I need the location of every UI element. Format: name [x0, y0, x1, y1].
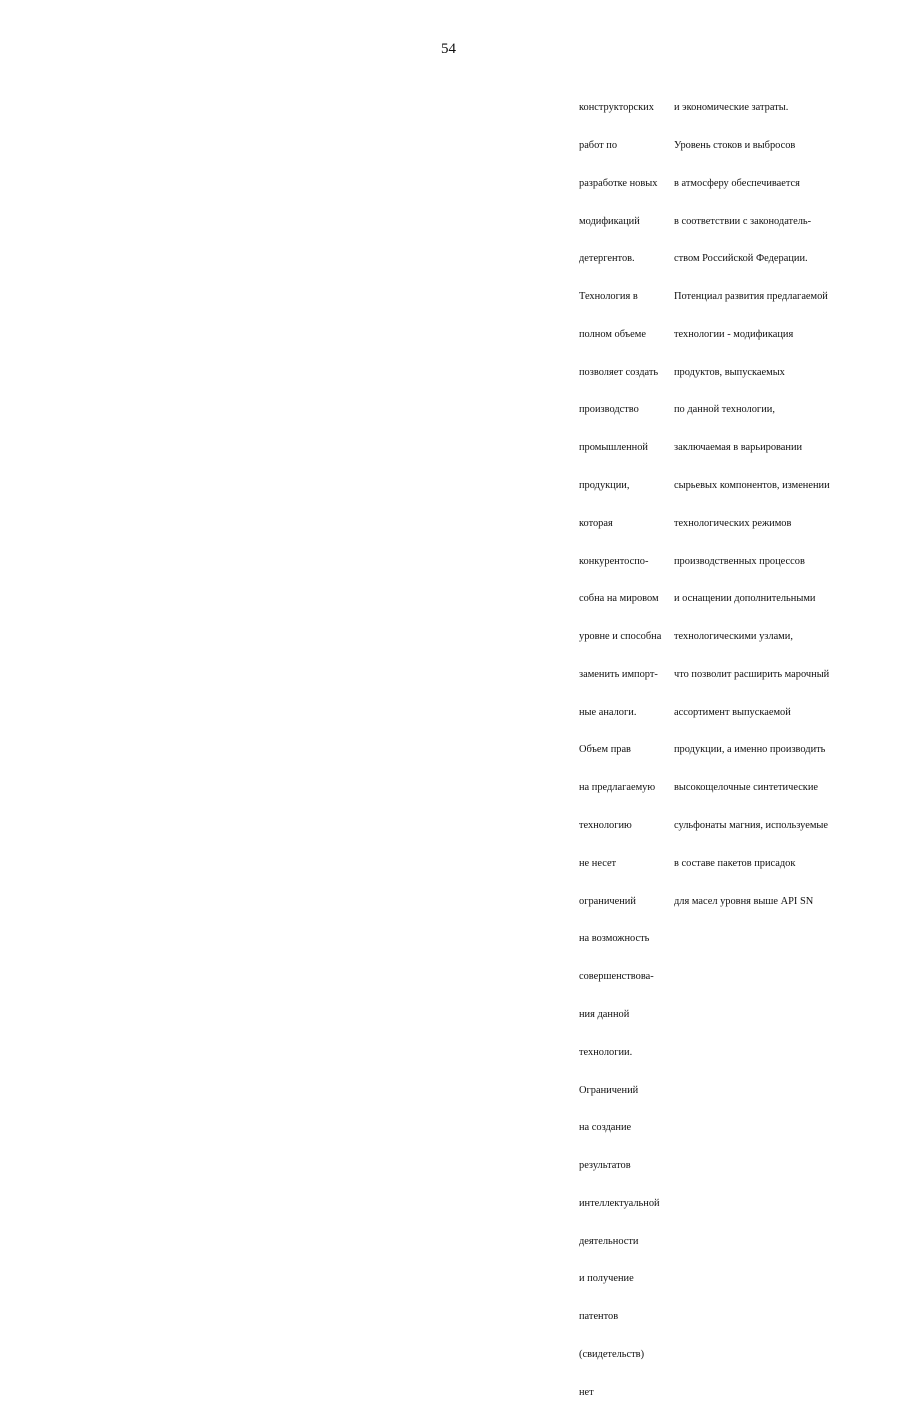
text-line: на создание [579, 1122, 632, 1134]
text-line: ния данной [579, 1008, 630, 1020]
text-line: ограничений [579, 895, 636, 907]
text-line: заключаемая в варьировании [674, 442, 803, 454]
text-line: нет [579, 1386, 594, 1398]
text-line: в соответствии с законодатель- [674, 215, 812, 227]
text-line: технологии. [579, 1046, 633, 1058]
text-line: и оснащении дополнительными [674, 593, 816, 605]
text-line: в составе пакетов присадок [674, 857, 796, 869]
text-line: промышленной [579, 442, 648, 454]
text-line: конструкторских [579, 102, 654, 114]
text-line: интеллектуальной [579, 1197, 660, 1209]
text-line: на предлагаемую [579, 782, 656, 794]
text-line: продуктов, выпускаемых [674, 366, 785, 378]
text-line: по данной технологии, [674, 404, 775, 416]
text-line: сульфонаты магния, используемые [674, 820, 829, 832]
text-line: технологию [579, 820, 632, 832]
text-line: Потенциал развития предлагаемой [674, 291, 828, 303]
text-line: ассортимент выпускаемой [674, 706, 791, 718]
text-line: результатов [579, 1160, 631, 1172]
text-line: полном объеме [579, 328, 646, 340]
text-line: разработке новых [579, 177, 658, 189]
text-line: ные аналоги. [579, 706, 637, 718]
page-number: 54 [441, 41, 456, 57]
text-line: в атмосферу обеспечивается [674, 177, 800, 189]
text-line: работ по [579, 139, 618, 151]
text-line: и экономические затраты. [674, 102, 789, 114]
text-line: технологии - модификация [674, 328, 794, 340]
text-line: Технология в [579, 291, 638, 303]
text-line: Ограничений [579, 1084, 639, 1096]
text-line: на возможность [579, 933, 650, 945]
right-text-column [674, 77, 904, 921]
text-line: детергентов. [579, 253, 635, 265]
text-line: заменить импорт- [579, 668, 658, 680]
text-line: технологическими узлами, [674, 631, 793, 643]
text-line: для масел уровня выше API SN [674, 895, 814, 907]
text-line: не несет [579, 857, 617, 869]
text-line: производство [579, 404, 639, 416]
text-line: и получение [579, 1273, 634, 1285]
text-line: производственных процессов [674, 555, 805, 567]
text-line: собна на мировом [579, 593, 659, 605]
text-line: Объем прав [579, 744, 631, 756]
left-text-column [579, 77, 669, 1412]
text-line: совершенствова- [579, 971, 654, 983]
text-line: продукции, [579, 480, 630, 491]
text-line: сырьевых компонентов, изменении [674, 480, 830, 491]
text-line: патентов [579, 1311, 619, 1323]
text-line: конкурентоспо- [579, 555, 649, 567]
text-line: Уровень стоков и выбросов [674, 139, 796, 151]
text-line: которая [579, 517, 613, 529]
text-line: ством Российской Федерации. [674, 253, 808, 265]
text-line: высокощелочные синтетические [674, 782, 819, 794]
text-line: позволяет создать [579, 366, 659, 378]
text-line: деятельности [579, 1235, 639, 1247]
text-line: продукции, а именно производить [674, 744, 826, 756]
text-line: (свидетельств) [579, 1348, 645, 1360]
text-line: технологических режимов [674, 517, 792, 529]
text-line: модификаций [579, 215, 640, 227]
text-line: что позволит расширить марочный [674, 668, 830, 680]
text-line: уровне и способна [579, 631, 662, 643]
